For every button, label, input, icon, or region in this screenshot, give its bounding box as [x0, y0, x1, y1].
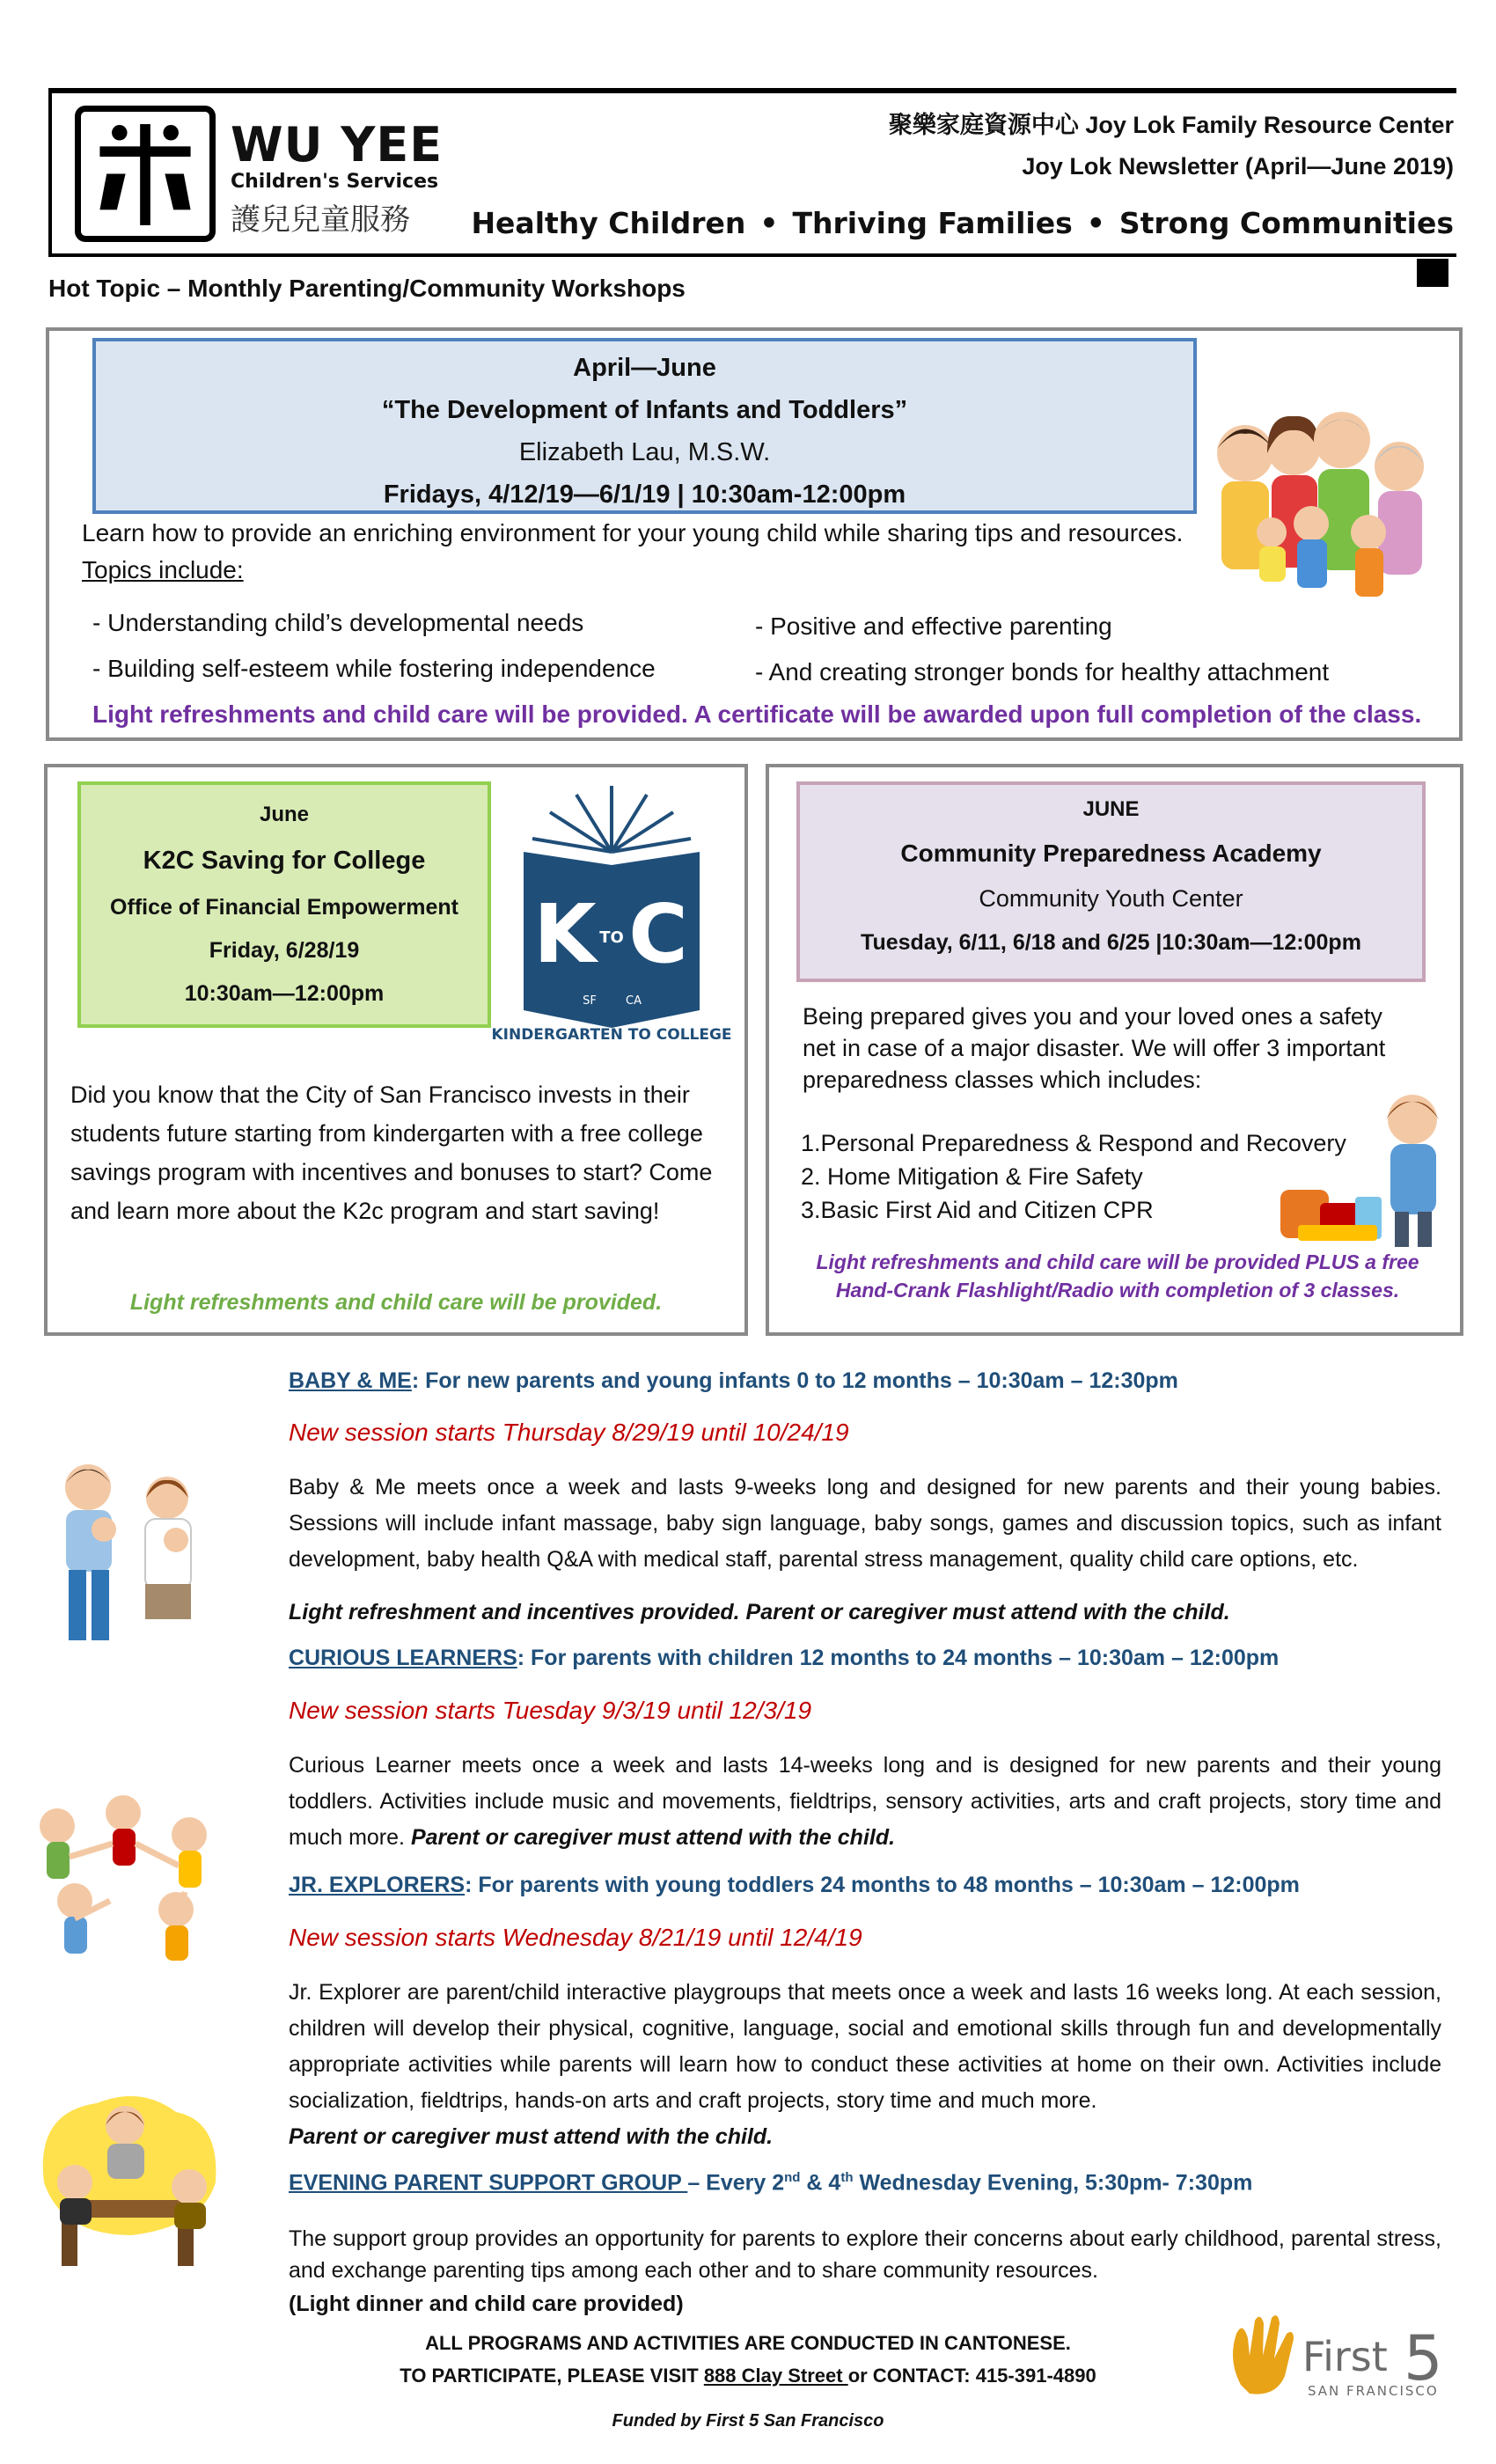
- k2c-date: Friday, 6/28/19: [209, 938, 360, 963]
- preparedness-note-line: Hand-Crank Flashlight/Radio with completion of 3 classes.: [835, 1279, 1400, 1302]
- tagline-item: Strong Communities: [1118, 206, 1454, 240]
- header-top-rule: [48, 88, 1456, 93]
- preparedness-dates: Tuesday, 6/11, 6/18 and 6/25 |10:30am—12:00pm: [861, 930, 1361, 955]
- first5-hand-icon: [1233, 2315, 1294, 2394]
- header-left-rule: [48, 88, 52, 257]
- curious-learners-body-text: Curious Learner meets once a week and lasts 14-weeks long and is designed for new parents and their young toddlers. Activities include music and movements, fieldtrips, sensory activities, arts and craft projects, story time and much more.: [289, 1753, 1441, 1850]
- k2c-logo-sf: SF: [583, 994, 597, 1008]
- workshop-facilitator: Elizabeth Lau, M.S.W.: [518, 438, 771, 466]
- k2c-month: June: [259, 803, 309, 826]
- evening-group-desc-b: & 4: [800, 2170, 841, 2196]
- workshop-topic: - And creating stronger bonds for healthy attachment: [755, 658, 1330, 686]
- k2c-logo-k: K: [533, 887, 597, 981]
- first5-logo-number: 5: [1404, 2322, 1443, 2394]
- evening-group-desc-c: Wednesday Evening, 5:30pm- 7:30pm: [853, 2170, 1253, 2196]
- baby-me-title[interactable]: BABY & ME: [289, 1368, 412, 1393]
- first5-logo-word: First: [1302, 2333, 1388, 2380]
- baby-me-body: Baby & Me meets once a week and lasts 9-weeks long and designed for new parents and their young babies. Sessions will include infant massage, baby sign language, baby songs, games and discussion topics, such as infant development, baby health Q&A with medical staff, parental stress management, quality child care options, etc.: [289, 1475, 1441, 1572]
- k2c-body: Did you know that the City of San Francisco invests in their students future starting from kindergarten with a free college savings program with incentives and bonuses to start? Come and learn more about the K2c program and start saving!: [70, 1082, 713, 1224]
- logo-subtitle: Children's Services: [231, 171, 439, 193]
- evening-group-sup-nd: nd: [784, 2170, 801, 2185]
- k2c-logo-icon: [491, 777, 732, 1044]
- evening-group-body: The support group provides an opportunity for parents to explore their concerns about early childhood, parental stress, and exchange parenting tips among each other and to share community resources.: [289, 2226, 1441, 2283]
- workshop-dates: Fridays, 4/12/19—6/1/19 | 10:30am-12:00pm: [383, 480, 906, 509]
- preparedness-note-line: Light refreshments and child care will be provided PLUS a free: [816, 1250, 1419, 1273]
- curious-learners-note: Parent or caregiver must attend with the child.: [410, 1825, 896, 1850]
- workshop-note: Light refreshments and child care will be provided. A certificate will be awarded upon full completion of the class.: [92, 700, 1422, 728]
- jr-explorers-body: Jr. Explorer are parent/child interactive playgroups that meets once a week and lasts 16 weeks long. At each session, children will develop their physical, cognitive, language, social and emotional skills through fun and developmentally appropriate activities while parents will learn how to conduct these activities at home on their own. Activities include socialization, fieldtrips, hands-on arts and craft projects, story time and much more.: [289, 1980, 1441, 2113]
- preparedness-item: 2. Home Mitigation & Fire Safety: [801, 1163, 1143, 1190]
- jr-explorers-heading: [289, 1873, 1300, 1898]
- workshop-intro: Learn how to provide an enriching environment for your young child while sharing tips and resources.: [82, 519, 1184, 546]
- k2c-note: Light refreshments and child care will be provided.: [129, 1290, 663, 1315]
- k2c-title: K2C Saving for College: [143, 847, 426, 875]
- curious-learners-session: New session starts Tuesday 9/3/19 until 12/3/19: [289, 1697, 812, 1724]
- k2c-logo-c: C: [628, 887, 688, 981]
- emergency-kit-illustration-icon: [1272, 1084, 1465, 1251]
- preparedness-title: Community Preparedness Academy: [900, 840, 1322, 867]
- jr-explorers-title[interactable]: JR. EXPLORERS: [289, 1873, 466, 1897]
- preparedness-month: JUNE: [1082, 797, 1140, 821]
- k2c-header-box: [77, 781, 491, 1028]
- workshop-header-box: [92, 338, 1197, 514]
- k2c-time: 10:30am—12:00pm: [184, 981, 385, 1006]
- evening-group-sup-th: th: [840, 2170, 854, 2185]
- newsletter-title: Joy Lok Newsletter (April—June 2019): [1022, 153, 1454, 180]
- footer-address-link[interactable]: 888 Clay Street: [703, 2365, 848, 2387]
- workshop-topics-label: Topics include:: [82, 556, 244, 583]
- baby-me-heading: [289, 1368, 1178, 1394]
- logo-chinese-name: 護兒兒童服務: [231, 203, 410, 237]
- preparedness-body: Being prepared gives you and your loved ones a safety net in case of a major disaster. We will offer 3 important preparedness classes which includes:: [803, 1003, 1386, 1093]
- k2c-logo-ca: CA: [626, 994, 642, 1008]
- hot-topic-heading: Hot Topic – Monthly Parenting/Community Workshops: [48, 275, 686, 302]
- header-square-mark: [1417, 259, 1448, 287]
- children-playing-illustration-icon: [22, 1786, 224, 1962]
- curious-learners-body: [289, 1748, 1441, 1856]
- wu-yee-logo-icon: [75, 106, 216, 242]
- evening-group-note: (Light dinner and child care provided): [289, 2292, 684, 2316]
- family-illustration-icon: [1206, 400, 1456, 616]
- workshop-topic: - Understanding child’s developmental needs: [92, 609, 584, 636]
- support-group-illustration-icon: [26, 2086, 229, 2270]
- preparedness-header-box: [796, 781, 1426, 982]
- first5-logo-sub: SAN FRANCISCO: [1308, 2383, 1439, 2399]
- first5-logo: [1223, 2307, 1452, 2404]
- workshop-months: April—June: [573, 354, 716, 382]
- curious-learners-desc: : For parents with children 12 months to 24 months – 10:30am – 12:00pm: [517, 1646, 1280, 1670]
- workshop-topic: - Positive and effective parenting: [755, 612, 1112, 640]
- header-bottom-rule: [48, 253, 1456, 257]
- workshop-title: “The Development of Infants and Toddlers”: [381, 396, 908, 424]
- tagline-item: Healthy Children: [471, 206, 746, 240]
- tagline-item: Thriving Families: [792, 206, 1073, 240]
- footer-contact-lead: TO PARTICIPATE, PLEASE VISIT: [400, 2365, 704, 2387]
- preparedness-place: Community Youth Center: [979, 885, 1243, 912]
- jr-explorers-desc: : For parents with young toddlers 24 months to 48 months – 10:30am – 12:00pm: [465, 1873, 1300, 1897]
- footer-funded: Funded by First 5 San Francisco: [612, 2411, 884, 2431]
- baby-me-desc: : For new parents and young infants 0 to 12 months – 10:30am – 12:30pm: [411, 1368, 1178, 1393]
- jr-explorers-note: Parent or caregiver must attend with the child.: [289, 2124, 774, 2149]
- jr-explorers-session: New session starts Wednesday 8/21/19 until 12/4/19: [289, 1924, 862, 1951]
- curious-learners-heading: [289, 1646, 1279, 1671]
- curious-learners-title[interactable]: CURIOUS LEARNERS: [289, 1646, 517, 1670]
- k2c-office: Office of Financial Empowerment: [110, 895, 458, 920]
- baby-me-session: New session starts Thursday 8/29/19 until 10/24/19: [289, 1419, 849, 1446]
- evening-group-heading: [289, 2170, 1252, 2196]
- tagline-dot: •: [1086, 206, 1105, 240]
- preparedness-note: [774, 1248, 1461, 1304]
- logo-name: WU YEE: [231, 117, 444, 172]
- footer-language-note: ALL PROGRAMS AND ACTIVITIES ARE CONDUCTED IN CANTONESE.: [425, 2332, 1071, 2354]
- evening-group-title[interactable]: EVENING PARENT SUPPORT GROUP: [289, 2170, 688, 2196]
- parents-with-babies-illustration-icon: [35, 1452, 229, 1646]
- center-name: 聚樂家庭資源中心 Joy Lok Family Resource Center: [888, 112, 1454, 138]
- k2c-logo-to: TO: [599, 928, 624, 947]
- baby-me-note: Light refreshment and incentives provided. Parent or caregiver must attend with the child.: [289, 1600, 1230, 1624]
- evening-group-desc-a: – Every 2: [687, 2170, 785, 2196]
- preparedness-item: 3.Basic First Aid and Citizen CPR: [801, 1197, 1154, 1223]
- workshop-topic: - Building self-esteem while fostering independence: [92, 655, 656, 682]
- tagline-dot: •: [759, 206, 779, 240]
- preparedness-item: 1.Personal Preparedness & Respond and Recovery: [801, 1130, 1346, 1156]
- k2c-logo-caption: KINDERGARTEN TO COLLEGE: [491, 1026, 732, 1044]
- tagline: [471, 206, 1454, 240]
- footer-contact-phone: or CONTACT: 415-391-4890: [847, 2365, 1096, 2387]
